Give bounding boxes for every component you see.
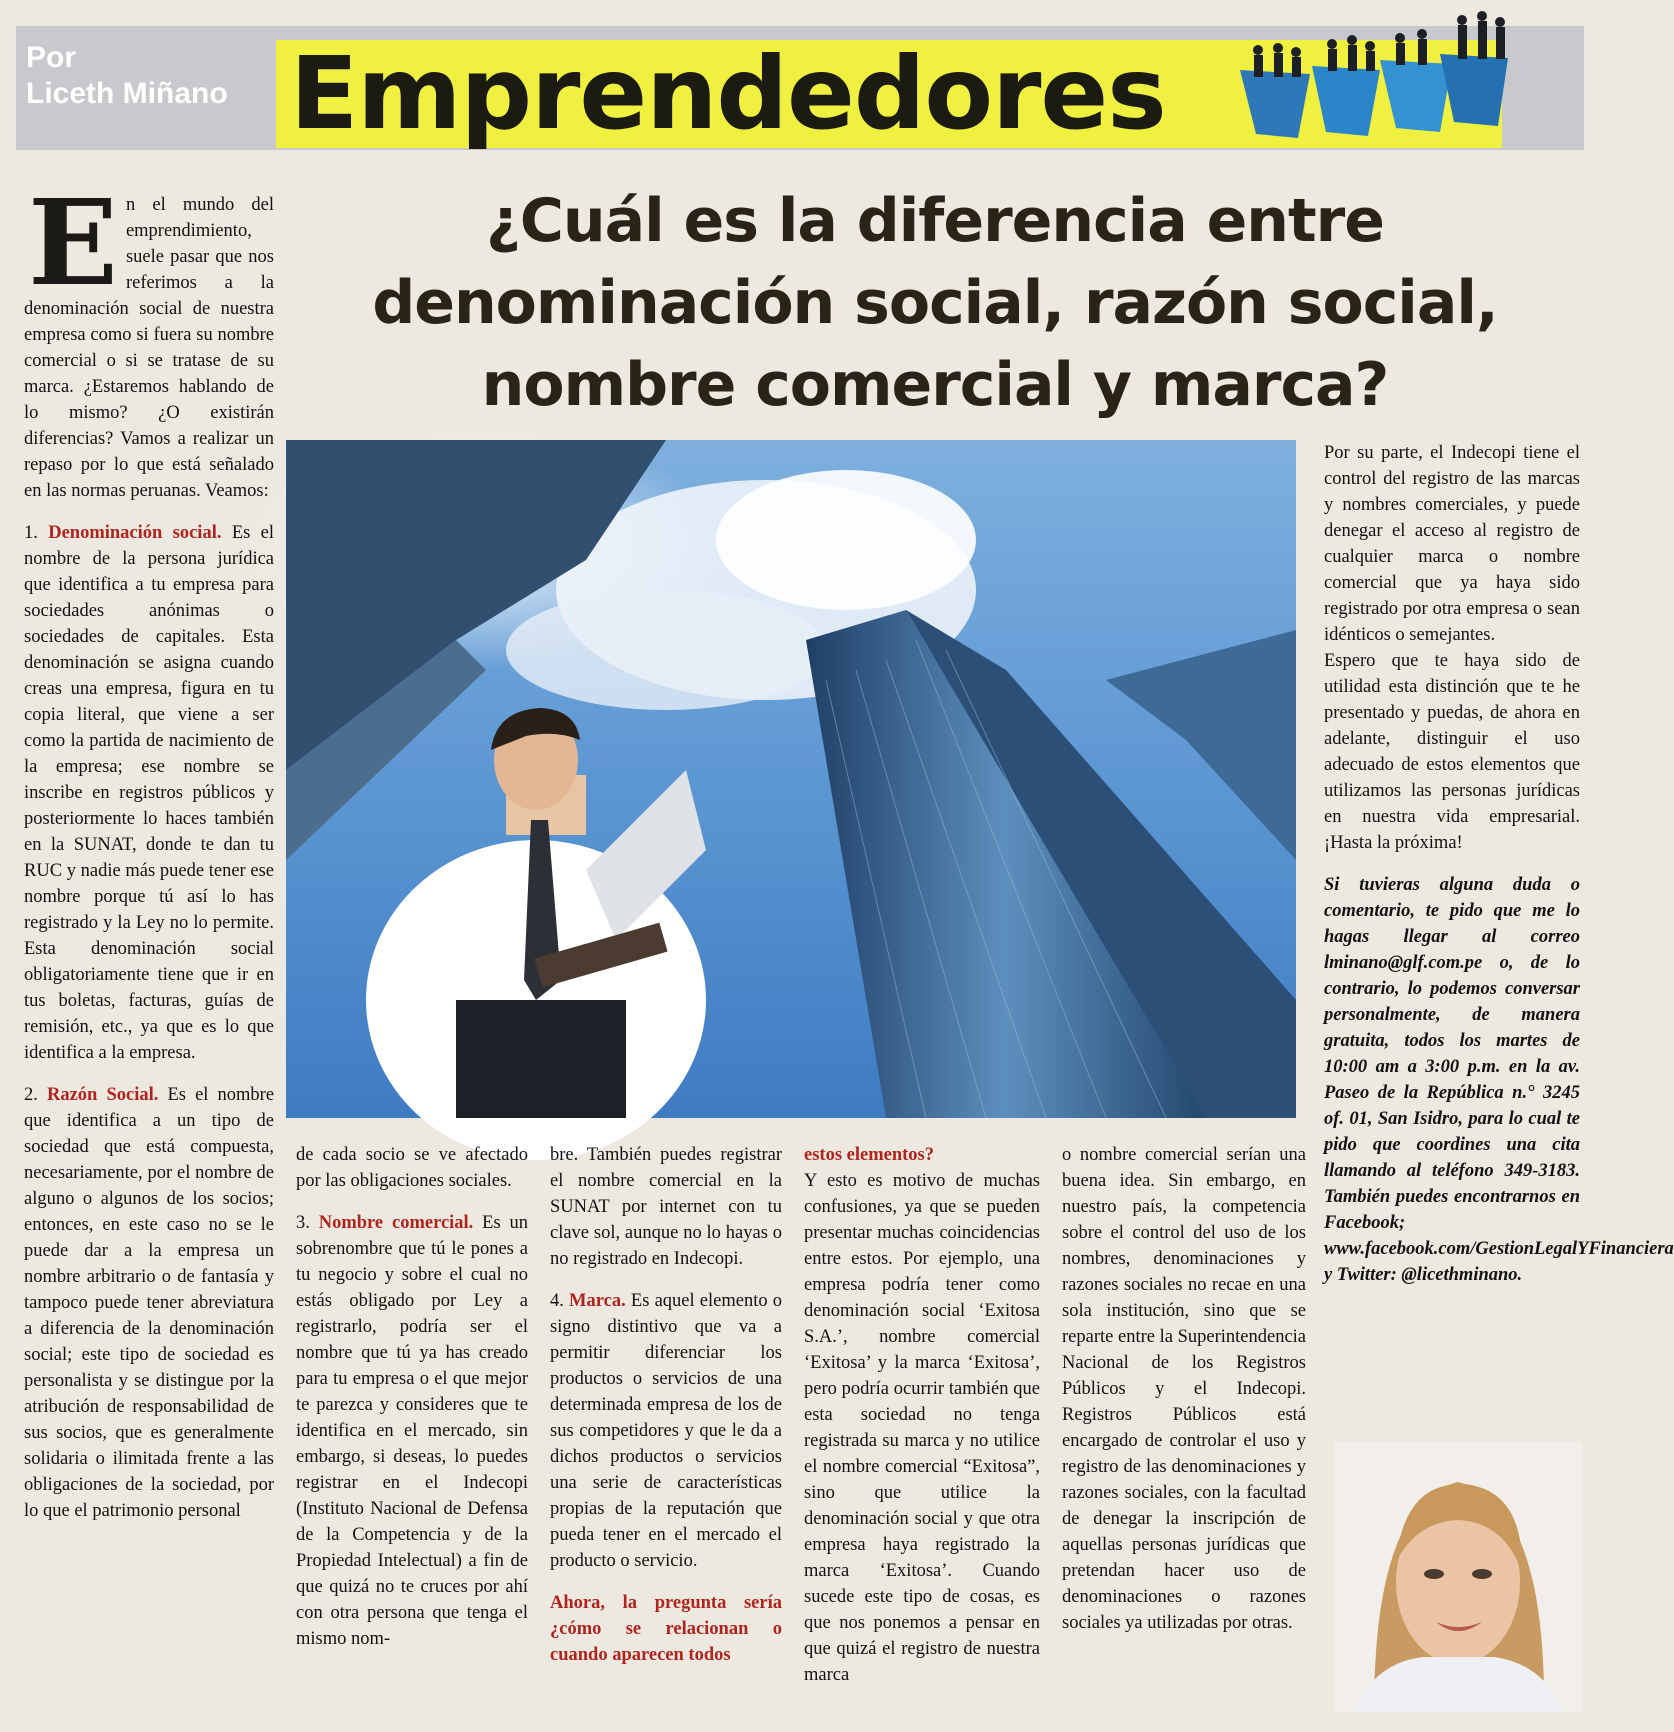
contact-info: Si tuvieras alguna duda o comentario, te pido que me lo hagas llegar al correo lminano@glf.com.pe o, de lo contrario, lo podemos conversar personalmente, de manera gratuita, todos los martes de 10:00 am a 3:00 p.m. en la av. Paseo de la República n.° 3245 of. 01, San Isidro, para lo cual te pido que coordines una cita llamando al teléfono 349-3183. También puedes encontrarnos en Facebook; www.facebook.com/GestionLegalYFinanciera y Twitter: @licethminano.	[1324, 875, 1674, 1285]
column-4	[804, 1142, 1040, 1704]
section-1-body: Es el nombre de la persona jurídica que identifica a tu empresa para sociedades anónimas o sociedades de capitales. Esta denominación se asigna cuando creas una empresa, figura en tu copia literal, que viene a ser como la partida de nacimiento de la empresa; ese nombre se inscribe en registros públicos y posteriormente lo haces también en la SUNAT, donde te dan tu RUC y nadie más puede tener ese nombre porque tú así lo has registrado y la Ley no lo permite. Esta denominación social obligatoriamente tiene que ir en tus boletas, facturas, guías de remisión, etc., ya que es lo que identifica a la empresa.	[24, 523, 275, 1063]
column-3	[550, 1142, 782, 1684]
byline-author: Liceth Miñano	[26, 77, 228, 110]
section-3-title: Nombre comercial.	[318, 1213, 474, 1233]
byline	[26, 40, 266, 112]
intro-paragraph	[24, 173, 274, 504]
question-part-2: estos elementos?	[804, 1145, 934, 1165]
byline-prefix: Por	[26, 41, 77, 74]
section-1-title: Denominación social.	[48, 523, 222, 543]
column-2-continuation: de cada socio se ve afectado por las obligaciones sociales.	[296, 1145, 528, 1191]
business-people-icon	[1240, 0, 1510, 150]
section-4-body: Es aquel elemento o signo distintivo que va a permitir diferenciar los productos o servicios de una determinada empresa de los de sus competidores y que le da a dichos productos o servicios una serie de características propias de la reputación que pueda tener en el mercado el producto o servicio.	[550, 1291, 783, 1571]
section-4-title: Marca.	[569, 1291, 626, 1311]
businessman-skyscrapers-photo	[286, 440, 1296, 1118]
column-6	[1324, 440, 1674, 1304]
headline-line-3: nombre comercial y marca?	[481, 350, 1389, 420]
section-2-body: Es el nombre que identifica a un tipo de sociedad que está compuesta, necesariamente, por el nombre de alguno o algunos de los socios; entonces, en este caso no se le puede dar a la empresa un nombre arbitrario o de fantasía y tampoco puede tener abreviatura a diferencia de la denominación social; este tipo de sociedad es personalista y se distingue por la atribución de responsabilidad de sus socios, que es generalmente solidaria o ilimitada frente a las obligaciones de la sociedad, por lo que el patrimonio personal	[24, 1085, 275, 1521]
section-3-number: 3.	[296, 1213, 310, 1233]
column-5	[1062, 1142, 1306, 1652]
column-1	[24, 173, 275, 1540]
section-title: Emprendedores	[290, 35, 1166, 152]
section-1-number: 1.	[24, 523, 38, 543]
section-4-number: 4.	[550, 1291, 564, 1311]
section-1	[24, 520, 274, 1066]
column-5-body: o nombre comercial serían una buena idea. Sin embargo, en nuestro país, la competencia sobre el control del uso de los nombres, denominaciones y razones sociales no recae en una sola institución, sino que se reparte entre la Superintendencia Nacional de los Registros Públicos y el Indecopi. Registros Públicos está encargado de controlar el uso y registro de las denominaciones y razones sociales, con la facultad de denegar la inscripción de aquellas personas jurídicas que pretendan hacer uso de denominaciones o razones sociales ya utilizadas por otras.	[1062, 1145, 1306, 1633]
column-6-paragraph-1: Por su parte, el Indecopi tiene el control del registro de las marcas y nombres comerciales, y puede denegar el acceso al registro de cualquier marca o nombre comercial que ya haya sido registrado por otra empresa o sean idénticos o semejantes.	[1324, 443, 1580, 645]
section-4	[550, 1288, 782, 1574]
dropcap: E	[28, 173, 118, 312]
column-2	[296, 1142, 528, 1668]
section-3-body: Es un sobrenombre que tú le pones a tu negocio y sobre el cual no estás obligado por Ley a registrarlo, podría ser el nombre que tú ya has creado para tu empresa o el que mejor te parezca y consideres que te identifica en el mercado, sin embargo, si deseas, lo puedes registrar en el Indecopi (Instituto Nacional de Defensa de la Competencia y de la Propiedad Intelectual) a fin de que quizá no te cruces por ahí con otra persona que tenga el mismo nom-	[296, 1213, 529, 1649]
headline-line-2: denominación social, razón social,	[372, 268, 1498, 338]
column-4-body: Y esto es motivo de muchas confusiones, ya que se pueden presentar muchas coincidencias entre estos. Por ejemplo, una empresa podría tener como denominación social ‘Exitosa S.A.’, nombre comercial ‘Exitosa’ y la marca ‘Exitosa’, pero podría ocurrir también que esta sociedad no tenga registrada su marca y no utilice el nombre comercial “Exitosa”, sino que utilice la denominación social y que otra empresa haya registrado la marca ‘Exitosa’. Cuando sucede este tipo de cosas, es que nos ponemos a pensar en que quizá el registro de nuestra marca	[804, 1171, 1040, 1685]
column-3-continuation: bre. También puedes registrar el nombre comercial en la SUNAT por internet con tu clave sol, aunque no lo hayas o no registrado en Indecopi.	[550, 1145, 782, 1269]
intro-text: n el mundo del emprendimiento, suele pasar que nos referimos a la denominación social de nuestra empresa como si fuera su nombre comercial o si se tratase de su marca. ¿Estaremos hablando de lo mismo? ¿O existirán diferencias? Vamos a realizar un repaso por lo que está señalado en las normas peruanas. Veamos:	[24, 195, 274, 501]
column-6-paragraph-2: Espero que te haya sido de utilidad esta distinción que te he presentado y puedas, de ahora en adelante, distinguir el uso adecuado de estos elementos que utilizamos las personas jurídicas en nuestra vida empresarial. ¡Hasta la próxima!	[1324, 651, 1580, 853]
section-3	[296, 1210, 528, 1652]
question-part-1: Ahora, la pregunta sería ¿cómo se relacionan o cuando aparecen todos	[550, 1593, 782, 1665]
section-2	[24, 1082, 274, 1524]
headline-line-1: ¿Cuál es la diferencia entre	[486, 186, 1384, 256]
section-2-number: 2.	[24, 1085, 38, 1105]
section-2-title: Razón Social.	[46, 1085, 159, 1105]
author-portrait	[1334, 1442, 1582, 1712]
headline	[290, 180, 1580, 426]
